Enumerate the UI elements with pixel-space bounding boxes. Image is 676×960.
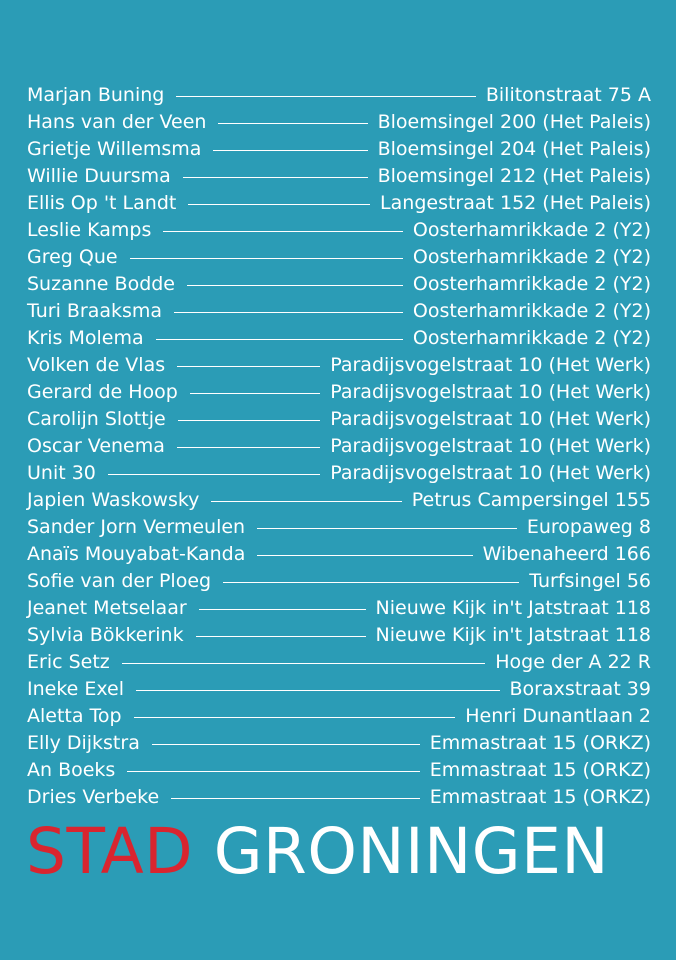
artist-name: Eric Setz <box>27 651 110 673</box>
list-item <box>27 244 651 271</box>
artist-address: Oosterhamrikkade 2 (Y2) <box>412 219 651 241</box>
list-item <box>27 487 651 514</box>
leader-line <box>174 312 403 313</box>
artist-name: Gerard de Hoop <box>27 381 178 403</box>
leader-line <box>176 96 476 97</box>
list-item <box>27 514 651 541</box>
leader-line <box>136 690 499 691</box>
artist-address: Paradijsvogelstraat 10 (Het Werk) <box>330 462 651 484</box>
artist-name: Jeanet Metselaar <box>27 597 187 619</box>
leader-line <box>213 150 367 151</box>
artist-name: Carolijn Slottje <box>27 408 166 430</box>
leader-line <box>177 447 320 448</box>
list-item <box>27 271 651 298</box>
leader-line <box>218 123 367 124</box>
artist-address: Wibenaheerd 166 <box>482 543 651 565</box>
artist-address: Paradijsvogelstraat 10 (Het Werk) <box>330 381 651 403</box>
artist-name: Sofie van der Ploeg <box>27 570 212 592</box>
artist-address: Langestraat 152 (Het Paleis) <box>380 192 651 214</box>
list-item <box>27 784 651 811</box>
artist-address: Nieuwe Kijk in't Jatstraat 118 <box>375 624 651 646</box>
artist-name: Turi Braaksma <box>27 300 163 322</box>
artist-name: Sander Jorn Vermeulen <box>27 516 246 538</box>
leader-line <box>196 636 366 637</box>
list-item <box>27 541 651 568</box>
artist-name: Willie Duursma <box>27 165 171 187</box>
list-item <box>27 82 651 109</box>
list-item <box>27 757 651 784</box>
poster-title <box>26 814 652 890</box>
leader-line <box>183 177 368 178</box>
artist-name: An Boeks <box>27 759 116 781</box>
artist-address: Boraxstraat 39 <box>509 678 651 700</box>
artist-address: Hoge der A 22 R <box>495 651 651 673</box>
artist-name: Greg Que <box>27 246 118 268</box>
artist-address: Oosterhamrikkade 2 (Y2) <box>412 246 651 268</box>
leader-line <box>156 339 403 340</box>
list-item <box>27 649 651 676</box>
list-item <box>27 352 651 379</box>
list-item <box>27 379 651 406</box>
artist-address: Oosterhamrikkade 2 (Y2) <box>412 327 651 349</box>
artist-address: Emmastraat 15 (ORKZ) <box>429 732 651 754</box>
list-item <box>27 622 651 649</box>
leader-line <box>177 366 320 367</box>
list-item <box>27 568 651 595</box>
artist-address: Nieuwe Kijk in't Jatstraat 118 <box>375 597 651 619</box>
leader-line <box>188 204 370 205</box>
list-item <box>27 730 651 757</box>
artist-name: Dries Verbeke <box>27 786 160 808</box>
list-item <box>27 460 651 487</box>
artist-name: Grietje Willemsma <box>27 138 202 160</box>
artist-address: Oosterhamrikkade 2 (Y2) <box>412 273 651 295</box>
leader-line <box>187 285 403 286</box>
list-item <box>27 217 651 244</box>
artist-address: Bloemsingel 200 (Het Paleis) <box>377 111 651 133</box>
artist-address: Emmastraat 15 (ORKZ) <box>429 786 651 808</box>
title-groningen: GRONINGEN <box>213 815 610 888</box>
artist-name: Anaïs Mouyabat-Kanda <box>27 543 246 565</box>
artist-name: Japien Waskowsky <box>27 489 200 511</box>
list-item <box>27 406 651 433</box>
leader-line <box>223 582 519 583</box>
leader-line <box>127 771 419 772</box>
leader-line <box>190 393 320 394</box>
artist-name: Ineke Exel <box>27 678 125 700</box>
artist-address: Europaweg 8 <box>526 516 651 538</box>
artist-name: Sylvia Bökkerink <box>27 624 184 646</box>
artist-name: Unit 30 <box>27 462 96 484</box>
leader-line <box>199 609 366 610</box>
leader-line <box>178 420 321 421</box>
list-item <box>27 109 651 136</box>
artist-address: Emmastraat 15 (ORKZ) <box>429 759 651 781</box>
leader-line <box>211 501 401 502</box>
artist-address: Oosterhamrikkade 2 (Y2) <box>412 300 651 322</box>
artist-name: Kris Molema <box>27 327 144 349</box>
list-item <box>27 325 651 352</box>
artist-name: Marjan Buning <box>27 84 165 106</box>
leader-line <box>122 663 485 664</box>
artist-address: Bloemsingel 212 (Het Paleis) <box>377 165 651 187</box>
artist-address: Paradijsvogelstraat 10 (Het Werk) <box>330 408 651 430</box>
leader-line <box>152 744 420 745</box>
artist-address: Henri Dunantlaan 2 <box>465 705 651 727</box>
leader-line <box>163 231 402 232</box>
artist-name: Ellis Op 't Landt <box>27 192 177 214</box>
leader-line <box>257 555 472 556</box>
artist-address: Bloemsingel 204 (Het Paleis) <box>377 138 651 160</box>
list-item <box>27 595 651 622</box>
list-item <box>27 676 651 703</box>
artist-name: Suzanne Bodde <box>27 273 176 295</box>
leader-line <box>257 528 517 529</box>
list-item <box>27 136 651 163</box>
artist-address: Paradijsvogelstraat 10 (Het Werk) <box>330 354 651 376</box>
artist-name: Elly Dijkstra <box>27 732 140 754</box>
artist-name: Aletta Top <box>27 705 122 727</box>
artist-address: Bilitonstraat 75 A <box>485 84 651 106</box>
list-item <box>27 298 651 325</box>
artist-name: Oscar Venema <box>27 435 165 457</box>
leader-line <box>130 258 403 259</box>
artist-address: Turfsingel 56 <box>529 570 651 592</box>
artist-name: Leslie Kamps <box>27 219 152 241</box>
list-item <box>27 190 651 217</box>
artist-address: Petrus Campersingel 155 <box>411 489 651 511</box>
artist-name: Hans van der Veen <box>27 111 207 133</box>
list-item <box>27 433 651 460</box>
leader-line <box>108 474 320 475</box>
leader-line <box>171 798 420 799</box>
artist-address: Paradijsvogelstraat 10 (Het Werk) <box>330 435 651 457</box>
leader-line <box>134 717 456 718</box>
artist-name: Volken de Vlas <box>27 354 166 376</box>
title-stad: STAD <box>26 815 194 888</box>
list-item <box>27 163 651 190</box>
artist-address-list <box>27 82 651 811</box>
list-item <box>27 703 651 730</box>
